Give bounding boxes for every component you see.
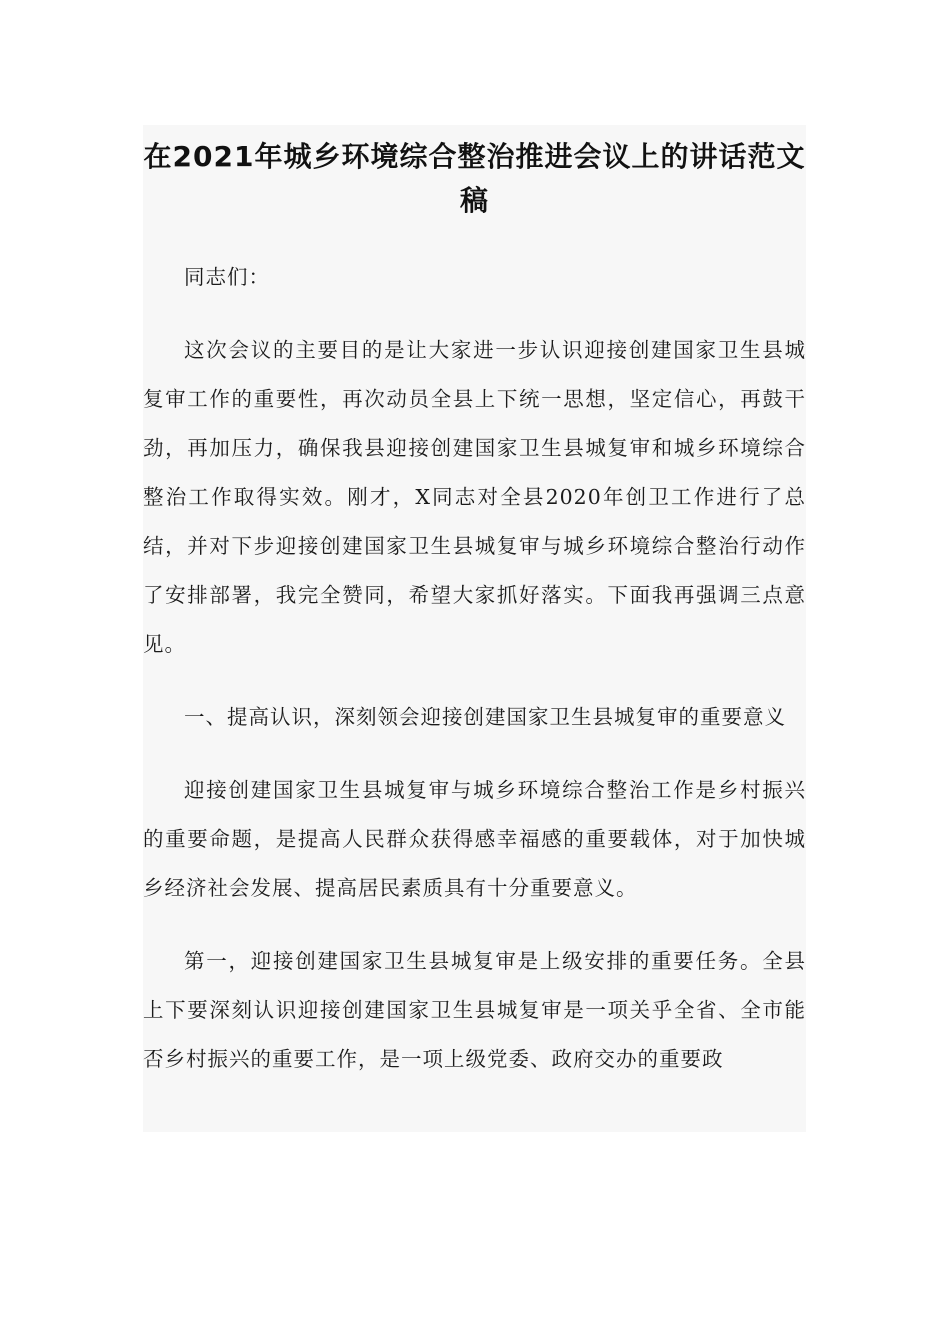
paragraph-intro: 这次会议的主要目的是让大家进一步认识迎接创建国家卫生县城复审工作的重要性，再次动员全县上下统一思想，坚定信心，再鼓干劲，再加压力，确保我县迎接创建国家卫生县城复审和城乡环境综合整治工作取得实效。刚才，X同志对全县2020年创卫工作进行了总结，并对下步迎接创建国家卫生县城复审与城乡环境综合整治行动作了安排部署，我完全赞同，希望大家抓好落实。下面我再强调三点意见。: [143, 338, 806, 656]
document-page: [143, 125, 806, 1132]
greeting: 同志们：: [184, 265, 270, 289]
document-title: 在2021年城乡环境综合整治推进会议上的讲话范文稿: [143, 140, 806, 217]
section-heading-1: 一、提高认识，深刻领会迎接创建国家卫生县城复审的重要意义: [184, 705, 786, 729]
paragraph-significance: 迎接创建国家卫生县城复审与城乡环境综合整治工作是乡村振兴的重要命题，是提高人民群众获得感幸福感的重要载体，对于加快城乡经济社会发展、提高居民素质具有十分重要意义。: [143, 778, 806, 900]
paragraph-point-1: 第一，迎接创建国家卫生县城复审是上级安排的重要任务。全县上下要深刻认识迎接创建国家卫生县城复审是一项关乎全省、全市能否乡村振兴的重要工作，是一项上级党委、政府交办的重要政: [143, 949, 806, 1071]
